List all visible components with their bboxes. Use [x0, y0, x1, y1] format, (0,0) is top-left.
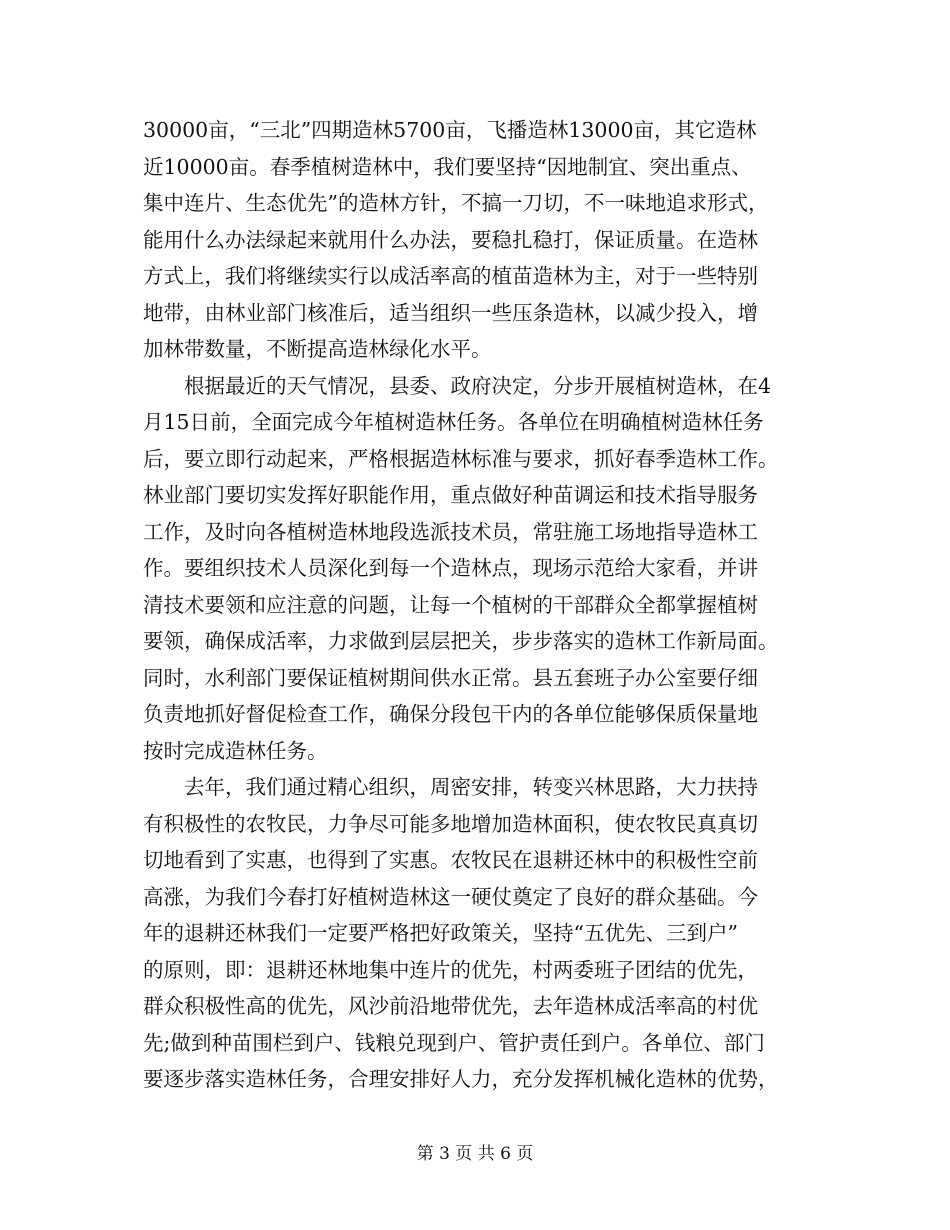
text-line: 后，要立即行动起来，严格根据造林标准与要求，抓好春季造林工作。	[143, 446, 779, 471]
text-line: 林业部门要切实发挥好职能作用，重点做好种苗调运和技术指导服务	[143, 483, 758, 507]
text-line: 切地看到了实惠，也得到了实惠。农牧民在退耕还林中的积极性空前	[143, 848, 758, 872]
text-line: 按时完成造林任务。	[143, 738, 328, 763]
text-line: 清技术要领和应注意的问题，让每一个植树的干部群众全都掌握植树	[143, 592, 758, 617]
document-body	[143, 112, 803, 1098]
text-line: 能用什么办法绿起来就用什么办法，要稳扎稳打，保证质量。在造林	[143, 227, 758, 252]
text-line: 的原则，即：退耕还林地集中连片的优先，村两委班子团结的优先，	[143, 957, 758, 982]
text-line: 高涨，为我们今春打好植树造林这一硬仗奠定了良好的群众基础。今	[143, 884, 758, 909]
text-line: 群众积极性高的优先，风沙前沿地带优先，去年造林成活率高的村优	[143, 994, 758, 1018]
text-line: 同时，水利部门要保证植树期间供水正常。县五套班子办公室要仔细	[143, 665, 758, 690]
text-line: 作。要组织技术人员深化到每一个造林点，现场示范给大家看，并讲	[143, 556, 758, 580]
text-line: 集中连片、生态优先”的造林方针，不搞一刀切，不一味地追求形式，	[143, 191, 769, 215]
text-line: 负责地抓好督促检查工作，确保分段包干内的各单位能够保质保量地	[143, 702, 758, 726]
text-line: 先;做到种苗围栏到户、钱粮兑现到户、管护责任到户。各单位、部门	[143, 1030, 765, 1055]
text-line: 地带，由林业部门核准后，适当组织一些压条造林，以减少投入，增	[143, 300, 758, 325]
text-line: 方式上，我们将继续实行以成活率高的植苗造林为主，对于一些特别	[143, 264, 758, 288]
text-line: 30000亩，“三北”四期造林5700亩，飞播造林13000亩，其它造林	[143, 118, 757, 142]
text-line: 年的退耕还林我们一定要严格把好政策关，坚持“五优先、三到户”	[143, 921, 738, 945]
text-line: 近10000亩。春季植树造林中，我们要坚持“因地制宜、突出重点、	[143, 154, 752, 179]
text-line: 根据最近的天气情况，县委、政府决定，分步开展植树造林，在4	[143, 373, 772, 398]
text-line: 加林带数量，不断提高造林绿化水平。	[143, 337, 492, 361]
text-line: 有积极性的农牧民，力争尽可能多地增加造林面积，使农牧民真真切	[143, 811, 758, 836]
page-number-footer: 第 3 页 共 6 页	[416, 1144, 534, 1164]
text-line: 要领，确保成活率，力求做到层层把关，步步落实的造林工作新局面。	[143, 629, 779, 653]
text-line: 工作，及时向各植树造林地段选派技术员，常驻施工场地指导造林工	[143, 519, 758, 544]
text-line: 月15日前，全面完成今年植树造林任务。各单位在明确植树造林任务	[143, 410, 764, 434]
text-line: 要逐步落实造林任务，合理安排好人力，充分发挥机械化造林的优势，	[143, 1067, 779, 1091]
text-line: 去年，我们通过精心组织，周密安排，转变兴林思路，大力扶持	[143, 775, 758, 799]
